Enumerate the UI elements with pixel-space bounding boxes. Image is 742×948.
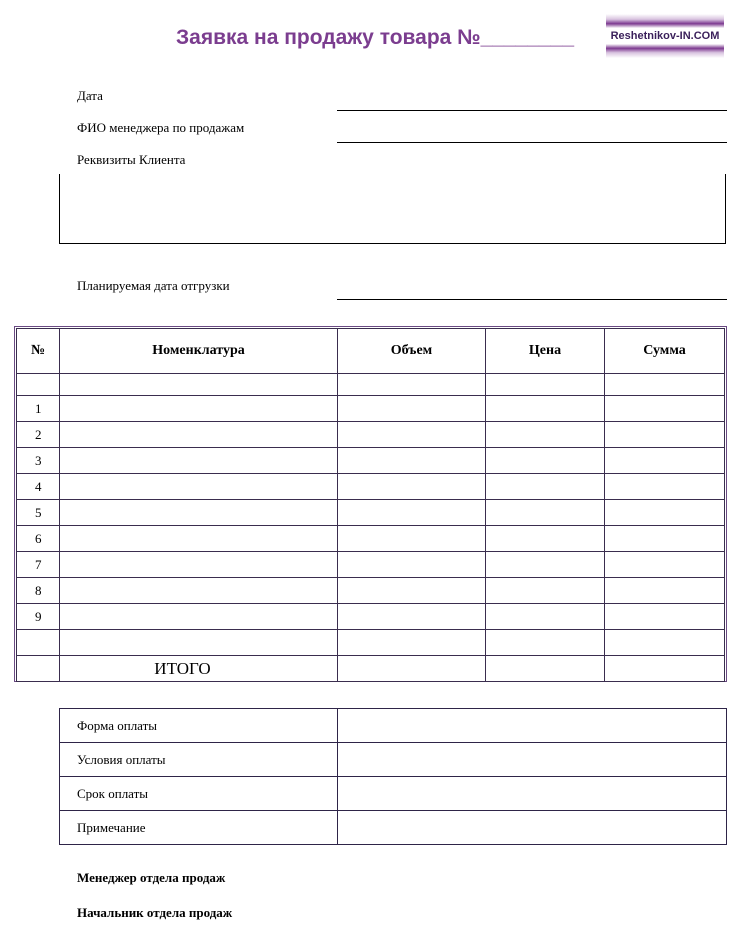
sales-manager-signature-label: Менеджер отдела продаж — [77, 870, 226, 885]
site-logo — [606, 14, 724, 58]
document-title: Заявка на продажу товара №________ — [176, 26, 575, 49]
goods-table — [16, 328, 725, 682]
payment-terms-value[interactable] — [338, 743, 727, 777]
sales-head-signature-label: Начальник отдела продаж — [77, 905, 233, 920]
row-number: 7 — [17, 552, 60, 578]
payment-table — [59, 708, 727, 845]
manager-label: ФИО менеджера по продажам — [77, 120, 245, 135]
header-number: № — [17, 329, 60, 374]
table-row — [17, 374, 725, 396]
row-number: 5 — [17, 500, 60, 526]
table-row — [17, 422, 725, 448]
table-row — [17, 396, 725, 422]
header-volume: Объем — [338, 329, 486, 374]
table-row — [17, 526, 725, 552]
goods-table-frame — [14, 326, 727, 682]
shipment-date-label: Планируемая дата отгрузки — [77, 278, 230, 293]
table-header-row — [17, 329, 725, 374]
total-label: ИТОГО — [154, 658, 211, 678]
table-row — [17, 578, 725, 604]
header-nomenclature: Номенклатура — [60, 329, 338, 374]
table-row — [17, 630, 725, 656]
table-row — [17, 604, 725, 630]
table-row — [60, 811, 727, 845]
date-field-line[interactable] — [337, 110, 727, 111]
logo-text: Reshetnikov-IN.COM — [610, 30, 720, 42]
table-row — [17, 552, 725, 578]
row-number: 4 — [17, 474, 60, 500]
row-number: 1 — [17, 396, 60, 422]
header-sum: Сумма — [605, 329, 725, 374]
row-number: 8 — [17, 578, 60, 604]
payment-form-value[interactable] — [338, 709, 727, 743]
payment-terms-label: Условия оплаты — [60, 743, 338, 777]
row-number: 9 — [17, 604, 60, 630]
note-value[interactable] — [338, 811, 727, 845]
table-row — [17, 474, 725, 500]
client-details-box[interactable] — [59, 174, 726, 244]
table-row — [60, 709, 727, 743]
client-label: Реквизиты Клиента — [77, 152, 186, 167]
payment-due-label: Срок оплаты — [60, 777, 338, 811]
table-row — [60, 777, 727, 811]
total-row — [17, 656, 725, 682]
header-price: Цена — [486, 329, 605, 374]
table-row — [17, 448, 725, 474]
manager-field-line[interactable] — [337, 142, 727, 143]
row-number: 3 — [17, 448, 60, 474]
payment-form-label: Форма оплаты — [60, 709, 338, 743]
shipment-date-field-line[interactable] — [337, 299, 727, 300]
table-row — [17, 500, 725, 526]
note-label: Примечание — [60, 811, 338, 845]
date-label: Дата — [77, 88, 103, 103]
payment-due-value[interactable] — [338, 777, 727, 811]
row-number: 6 — [17, 526, 60, 552]
table-row — [60, 743, 727, 777]
row-number: 2 — [17, 422, 60, 448]
